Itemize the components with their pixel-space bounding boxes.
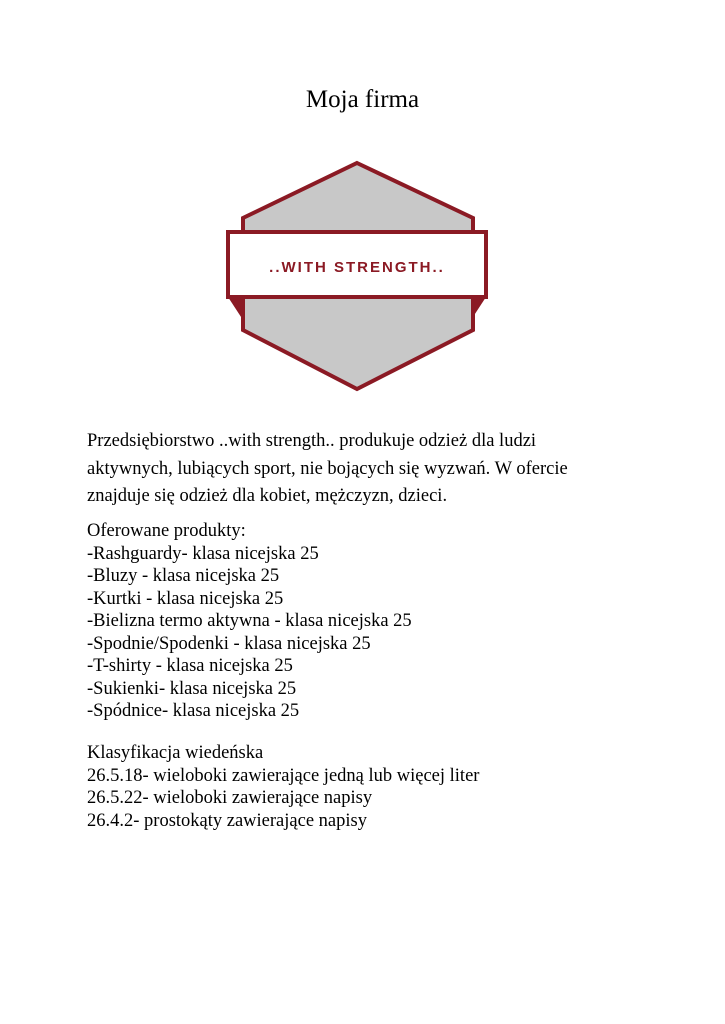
company-logo bbox=[224, 160, 490, 392]
products-heading: Oferowane produkty: bbox=[87, 521, 246, 541]
vienna-item: 26.5.18- wieloboki zawierające jedną lub więcej liter bbox=[87, 765, 480, 786]
product-item: -T-shirty - klasa nicejska 25 bbox=[87, 656, 293, 676]
logo-text: ..WITH STRENGTH.. bbox=[269, 259, 445, 276]
intro-line: znajduje się odzież dla kobiet, mężczyzn, dzieci. bbox=[87, 486, 448, 506]
vienna-item: 26.5.22- wieloboki zawierające napisy bbox=[87, 788, 373, 808]
products-section bbox=[87, 520, 647, 723]
intro-line: Przedsiębiorstwo ..with strength.. produkuje odzież dla ludzi bbox=[87, 431, 537, 451]
page-title: Moja firma bbox=[305, 86, 420, 113]
intro-paragraph bbox=[87, 428, 647, 511]
product-item: -Rashguardy- klasa nicejska 25 bbox=[87, 543, 319, 564]
product-item: -Bluzy - klasa nicejska 25 bbox=[87, 566, 280, 586]
logo-ribbon-fold-right bbox=[471, 297, 486, 320]
intro-line: aktywnych, lubiących sport, nie bojących się wyzwań. W ofercie bbox=[87, 458, 568, 479]
product-item: -Spódnice- klasa nicejska 25 bbox=[87, 701, 300, 721]
vienna-classification-section bbox=[87, 742, 647, 832]
vienna-item: 26.4.2- prostokąty zawierające napisy bbox=[87, 810, 367, 831]
product-item: -Bielizna termo aktywna - klasa nicejska 25 bbox=[87, 611, 412, 631]
product-item: -Sukienki- klasa nicejska 25 bbox=[87, 678, 297, 699]
logo-ribbon-fold-left bbox=[228, 297, 243, 320]
product-item: -Spodnie/Spodenki - klasa nicejska 25 bbox=[87, 633, 371, 654]
vienna-heading: Klasyfikacja wiedeńska bbox=[87, 743, 264, 763]
product-item: -Kurtki - klasa nicejska 25 bbox=[87, 588, 284, 609]
